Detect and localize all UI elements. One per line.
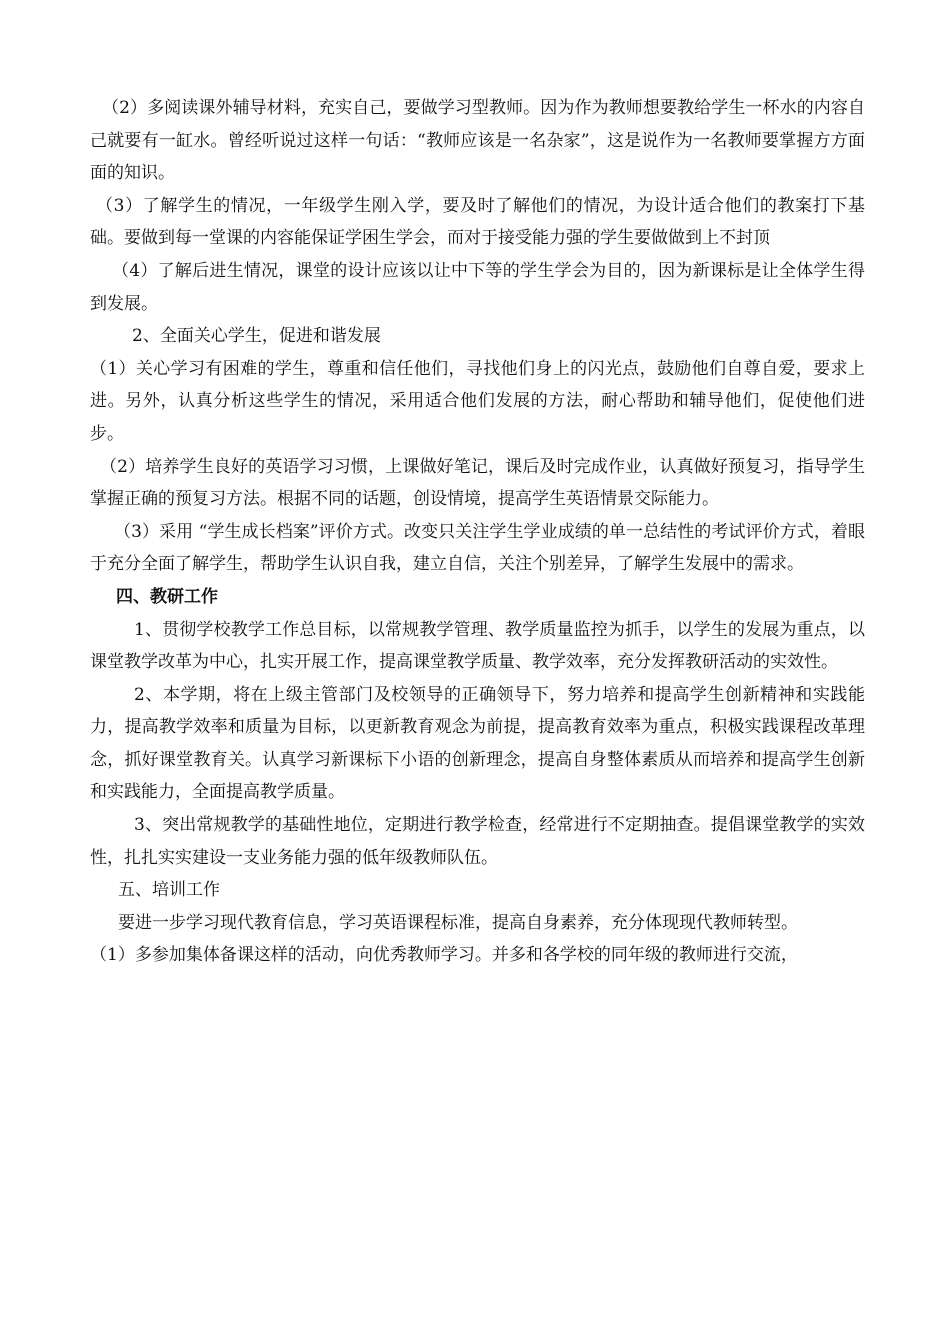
section-heading-training: 五、培训工作 (118, 880, 220, 901)
document-page (90, 92, 865, 972)
paragraph-research-3: 3、突出常规教学的基础性地位，定期进行教学检查，经常进行不定期抽查。提倡课堂教学的实效性，扎扎实实建设一支业务能力强的低年级教师队伍。 (90, 815, 865, 868)
paragraph-study-habits: （2）培养学生良好的英语学习习惯，上课做好笔记，课后及时完成作业，认真做好预复习，指导学生掌握正确的预复习方法。根据不同的话题，创设情境，提高学生英语情景交际能力。 (90, 456, 865, 510)
paragraph-research-1: 1、贯彻学校教学工作总目标，以常规教学管理、教学质量监控为抓手，以学生的发展为重点，以课堂教学改革为中心，扎实开展工作，提高课堂教学质量、教学效率，充分发挥教研活动的实效性。 (90, 619, 865, 673)
subheading-care-students: 2、全面关心学生，促进和谐发展 (132, 326, 381, 347)
paragraph-training-1: （1）多参加集体备课这样的活动，向优秀教师学习。并多和各学校的同年级的教师进行交流， (90, 945, 798, 966)
section-heading-research: 四、教研工作 (116, 586, 218, 607)
paragraph-training-intro: 要进一步学习现代教育信息，学习英语课程标准，提高自身素养，充分体现现代教师转型。 (118, 912, 798, 933)
paragraph-reading: （2）多阅读课外辅导材料，充实自己，要做学习型教师。因为作为教师想要教给学生一杯水的内容自己就要有一缸水。曾经听说过这样一句话：“教师应该是一名杂家”，这是说作为一名教师要掌握方方面面的知识。 (90, 98, 865, 184)
paragraph-underachievers: （4）了解后进生情况，课堂的设计应该以让中下等的学生学会为目的，因为新课标是让全体学生得到发展。 (90, 260, 865, 314)
paragraph-research-2: 2、本学期，将在上级主管部门及校领导的正确领导下，努力培养和提高学生创新精神和实践能力，提高教学效率和质量为目标，以更新教育观念为前提，提高教育效率为重点，积极实践课程改革理念，抓好课堂教育关。认真学习新课标下小语的创新理念，提高自身整体素质从而培养和提高学生创新和实践能力，全面提高教学质量。 (90, 684, 865, 803)
paragraph-student-situation: （3）了解学生的情况，一年级学生刚入学，要及时了解他们的情况，为设计适合他们的教案打下基础。要做到每一堂课的内容能保证学困生学会，而对于接受能力强的学生要做做到上不封顶 (90, 195, 865, 249)
paragraph-care-struggling: （1）关心学习有困难的学生，尊重和信任他们，寻找他们身上的闪光点，鼓励他们自尊自爱，要求上进。另外，认真分析这些学生的情况，采用适合他们发展的方法，耐心帮助和辅导他们，促使他们进步。 (90, 358, 865, 444)
paragraph-growth-archive: （3）采用 “学生成长档案”评价方式。改变只关注学生学业成绩的单一总结性的考试评价方式，着眼于充分全面了解学生，帮助学生认识自我，建立自信，关注个别差异，了解学生发展中的需求。 (90, 521, 865, 575)
